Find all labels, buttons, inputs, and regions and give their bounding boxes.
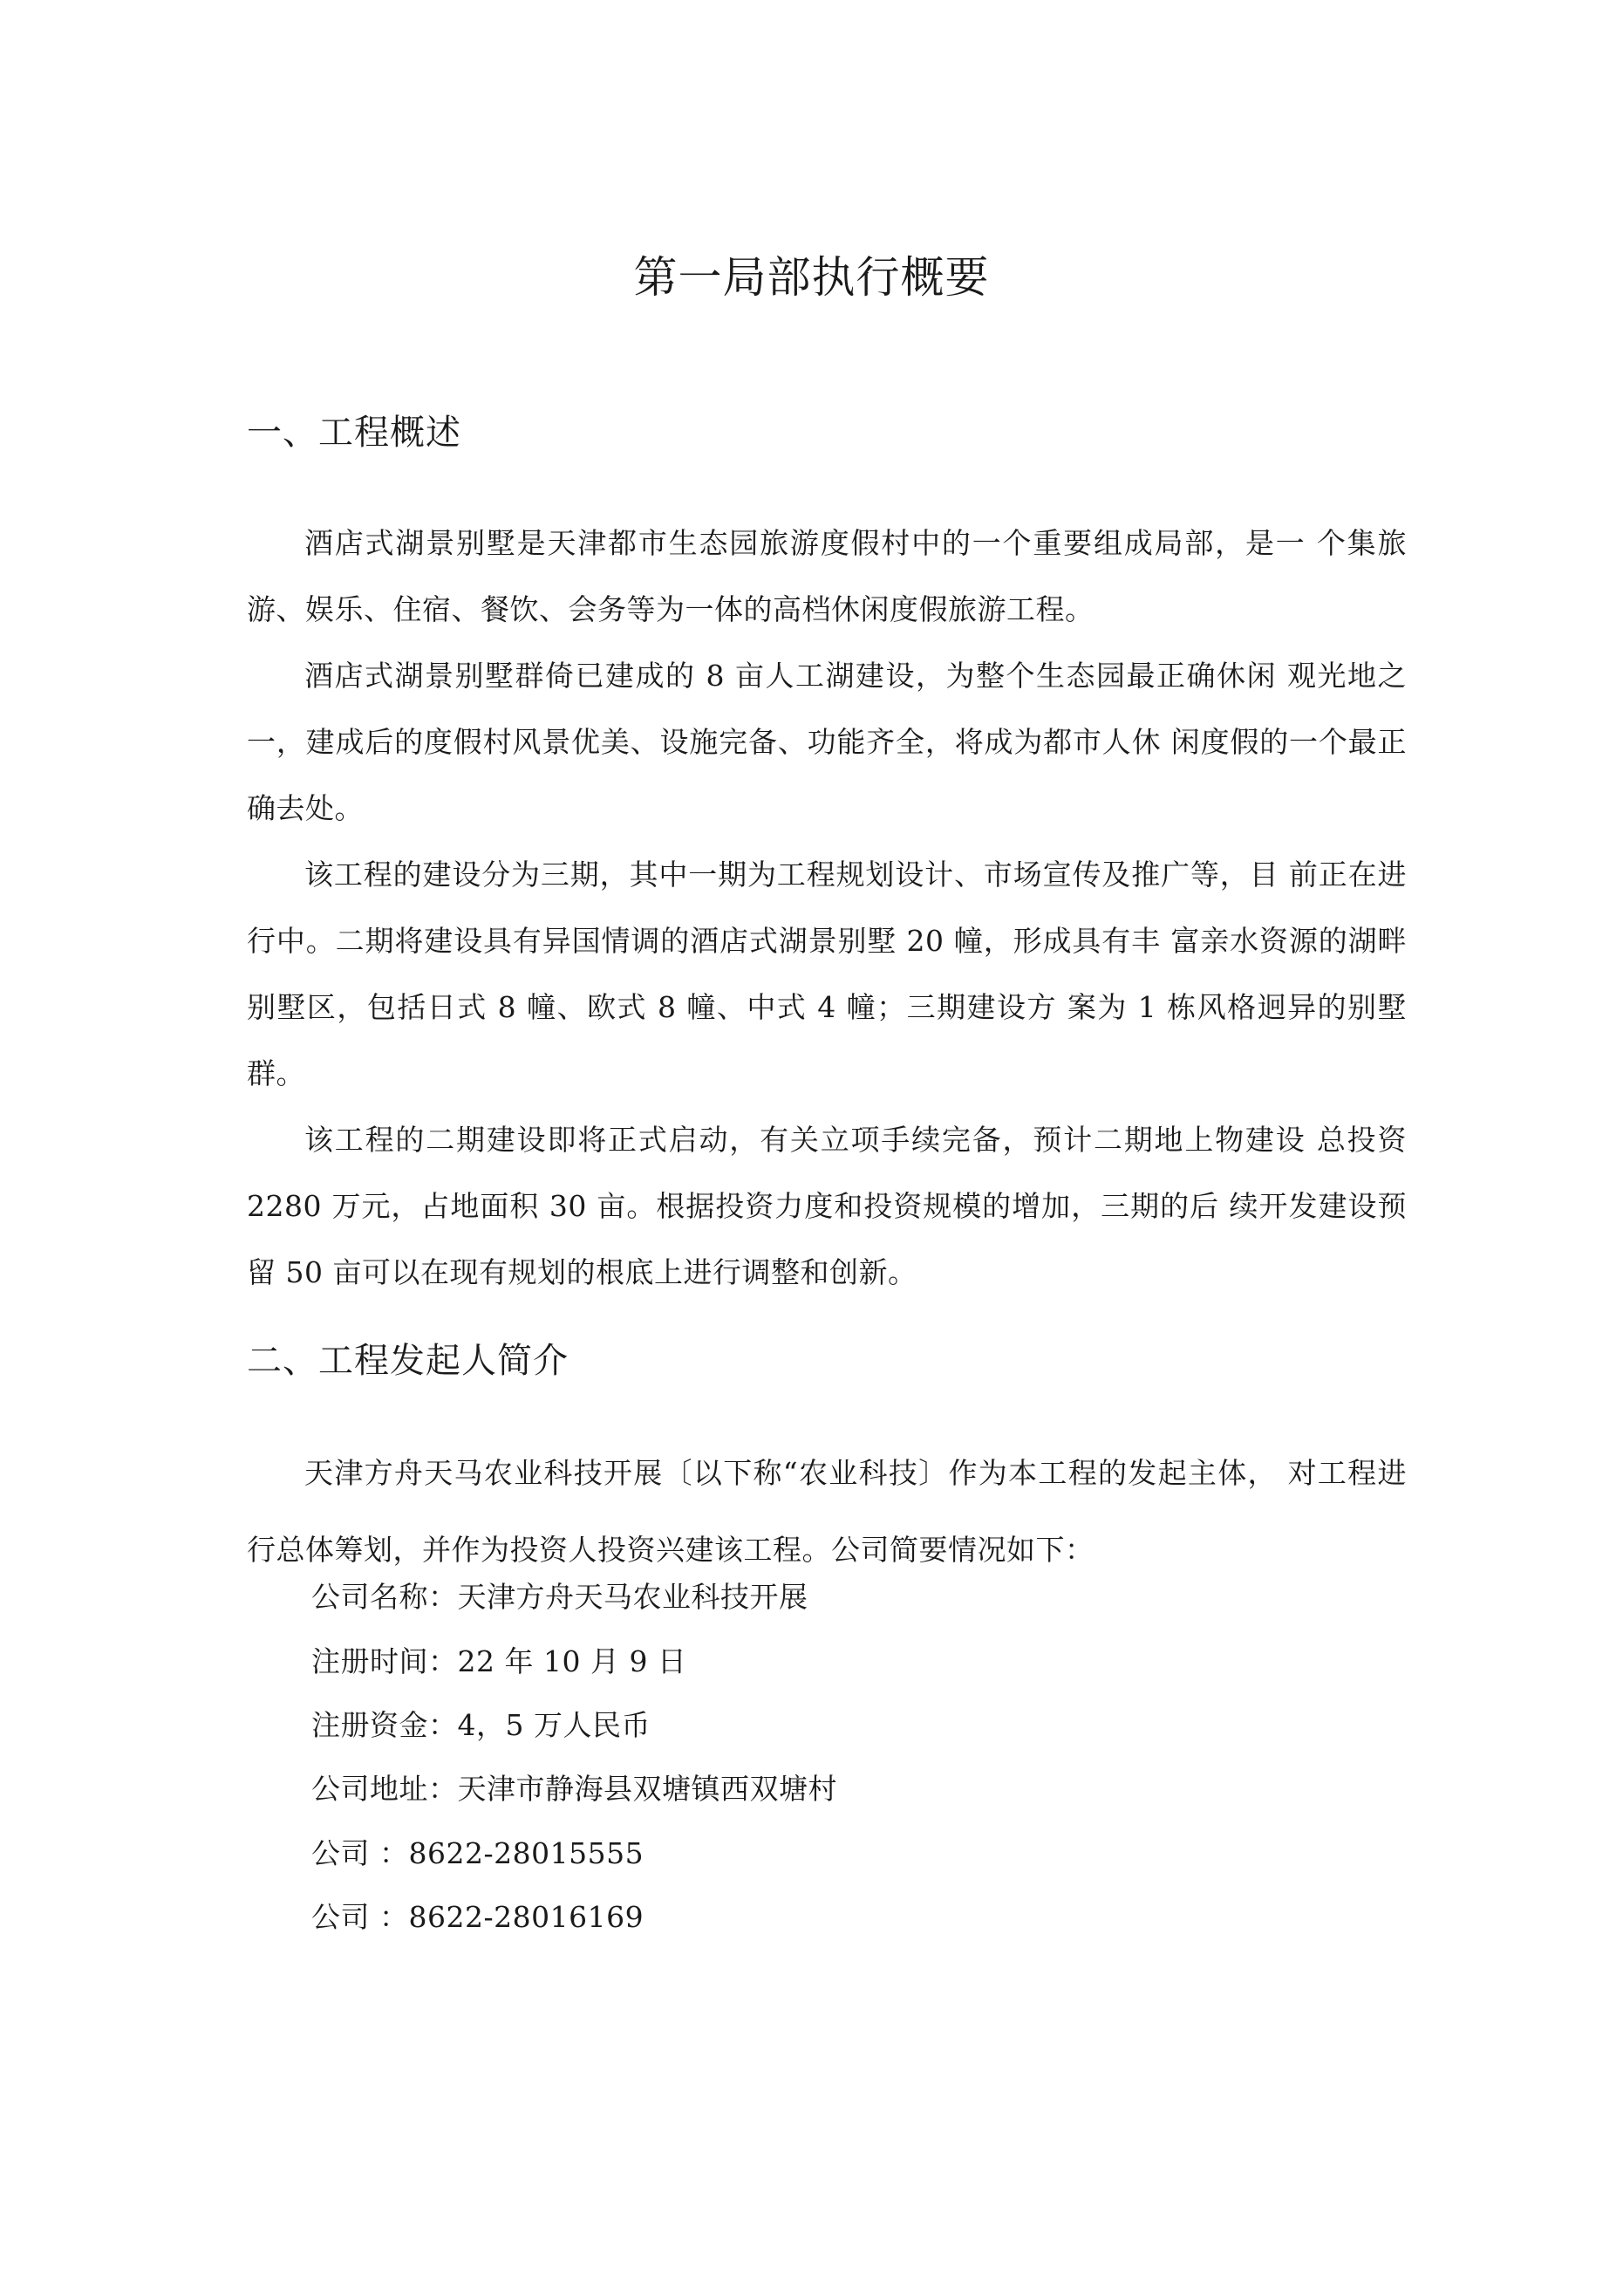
info-company-address [311, 1767, 837, 1811]
info-label: 公司 ： [311, 1836, 409, 1870]
info-registration-date [311, 1640, 686, 1684]
info-label: 注册时间： [311, 1644, 458, 1678]
info-value: 天津方舟天马农业科技开展 [457, 1580, 808, 1614]
paragraph-overview-1: 酒店式湖景别墅是天津都市生态园旅游度假村中的一个重要组成局部，是一 个集旅游、娱乐、住宿、餐饮、会务等为一体的高档休闲度假旅游工程。 [247, 526, 1407, 626]
info-label: 公司 ： [311, 1900, 409, 1934]
info-company-phone-1 [311, 1832, 644, 1876]
section-heading-sponsor: 二、工程发起人简介 [247, 1341, 569, 1381]
paragraph-overview-2: 酒店式湖景别墅群倚已建成的 8 亩人工湖建设，为整个生态园最正确休闲 观光地之一，建成后的度假村风景优美、设施完备、功能齐全，将成为都市人休 闲度假的一个最正确去处。 [247, 659, 1407, 825]
info-label: 公司名称： [311, 1580, 458, 1614]
info-value: 8622-28016169 [408, 1900, 644, 1934]
info-label: 公司地址： [311, 1772, 458, 1806]
info-company-phone-2 [311, 1896, 644, 1939]
info-label: 注册资金： [311, 1708, 458, 1742]
info-company-name [311, 1575, 808, 1619]
info-registered-capital [311, 1704, 651, 1747]
info-value: 8622-28015555 [408, 1836, 644, 1870]
paragraph-overview-4: 该工程的二期建设即将正式启动，有关立项手续完备，预计二期地上物建设 总投资 2280 万元，占地面积 30 亩。根据投资力度和投资规模的增加，三期的后 续开发建设预留 50 亩可以在现有规划的根底上进行调整和创新。 [247, 1123, 1407, 1289]
info-value: 22 年 10 月 9 日 [457, 1644, 687, 1678]
section-heading-overview: 一、工程概述 [247, 413, 461, 453]
page-title: 第一局部执行概要 [633, 252, 990, 303]
info-value: 4，5 万人民币 [457, 1708, 651, 1742]
paragraph-sponsor-intro: 天津方舟天马农业科技开展〔以下称“农业科技〕作为本工程的发起主体， 对工程进行总体筹划，并作为投资人投资兴建该工程。公司简要情况如下： [247, 1456, 1407, 1567]
paragraph-overview-3: 该工程的建设分为三期，其中一期为工程规划设计、市场宣传及推广等，目 前正在进行中。二期将建设具有异国情调的酒店式湖景别墅 20 幢，形成具有丰 富亲水资源的湖畔别墅区，包括日式 8 幢、欧式 8 幢、中式 4 幢；三期建设方 案为 1 栋风格迥异的别墅群。 [247, 858, 1407, 1090]
info-value: 天津市静海县双塘镇西双塘村 [457, 1772, 837, 1806]
